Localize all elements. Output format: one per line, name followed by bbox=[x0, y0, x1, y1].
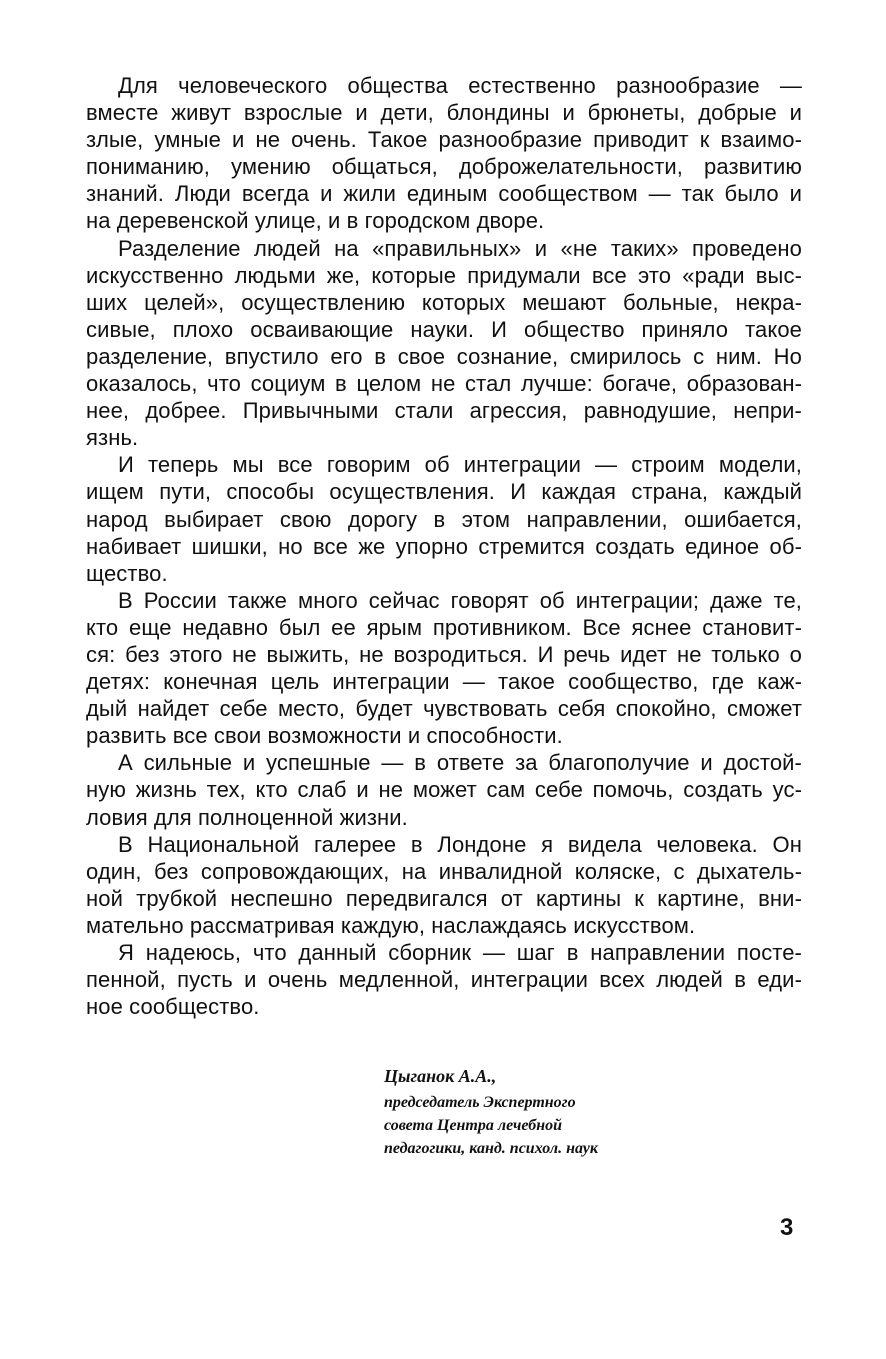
text-line: вместе живут взрослые и дети, блондины и брюнеты, добрые и bbox=[86, 100, 802, 126]
text-line: Разделение людей на «правильных» и «не таких» проведено bbox=[118, 235, 802, 261]
paragraph bbox=[86, 235, 802, 452]
text-line: язнь. bbox=[86, 425, 139, 451]
text-line: ловия для полноценной жизни. bbox=[86, 804, 408, 830]
paragraph bbox=[86, 749, 802, 830]
text-line: разделение, впустило его в свое сознание, смирилось с ним. Но bbox=[86, 343, 802, 369]
text-line: народ выбирает свою дорогу в этом направлении, ошибается, bbox=[86, 506, 802, 532]
text-line: сивые, плохо осваивающие науки. И общество приняло такое bbox=[86, 316, 802, 342]
text-line: ших целей», осуществлению которых мешают больные, некра- bbox=[86, 289, 802, 315]
text-line: А сильные и успешные — в ответе за благополучие и достой- bbox=[118, 750, 802, 776]
text-line: пониманию, умению общаться, доброжелательности, развитию bbox=[86, 154, 802, 180]
text-line: нее, добрее. Привычными стали агрессия, равнодушие, непри- bbox=[86, 398, 802, 424]
text-line: искусственно людьми же, которые придумали все это «ради выс- bbox=[86, 262, 802, 288]
text-line: мательно рассматривая каждую, наслаждаясь искусством. bbox=[86, 912, 696, 938]
text-line: пенной, пусть и очень медленной, интеграции всех людей в еди- bbox=[86, 967, 802, 993]
text-line: И теперь мы все говорим об интеграции — строим модели, bbox=[118, 452, 802, 478]
text-line: щество. bbox=[86, 560, 168, 586]
text-line: кто еще недавно был ее ярым противником. Все яснее становит- bbox=[86, 614, 802, 640]
text-line: набивает шишки, но все же упорно стремится создать единое об- bbox=[86, 533, 802, 559]
text-line: В России также много сейчас говорят об интеграции; даже те, bbox=[118, 587, 802, 613]
text-line: Я надеюсь, что данный сборник — шаг в направлении посте- bbox=[118, 940, 802, 965]
author-title-line: педагогики, канд. психол. наук bbox=[384, 1140, 598, 1157]
author-name: Цыганок А.А., bbox=[384, 1066, 497, 1086]
text-line: ной трубкой неспешно передвигался от картины к картине, вни- bbox=[86, 885, 802, 911]
paragraph bbox=[86, 587, 802, 750]
body-text bbox=[86, 72, 802, 1020]
paragraph bbox=[86, 831, 802, 939]
paragraph bbox=[86, 72, 802, 235]
text-line: ное сообщество. bbox=[86, 994, 260, 1020]
text-line: один, без сопровождающих, на инвалидной коляске, с дыхатель- bbox=[86, 858, 802, 884]
author-signature bbox=[384, 1061, 714, 1160]
paragraph bbox=[86, 451, 802, 586]
text-line: детях: конечная цель интеграции — такое сообщество, где каж- bbox=[86, 669, 802, 695]
text-line: ся: без этого не выжить, не возродиться. И речь идет не только о bbox=[86, 641, 802, 667]
text-line: дый найдет себе место, будет чувствовать себя спокойно, сможет bbox=[86, 696, 802, 722]
text-line: развить все свои возможности и способности. bbox=[86, 723, 563, 749]
text-line: ищем пути, способы осуществления. И каждая страна, каждый bbox=[86, 479, 802, 505]
text-line: на деревенской улице, и в городском дворе. bbox=[86, 208, 545, 234]
text-line: оказалось, что социум в целом не стал лучше: богаче, образован- bbox=[86, 371, 802, 397]
page-number: 3 bbox=[780, 1214, 794, 1241]
text-line: В Национальной галерее в Лондоне я видела человека. Он bbox=[118, 831, 802, 857]
paragraph bbox=[86, 939, 802, 1020]
text-line: знаний. Люди всегда и жили единым сообществом — так было и bbox=[86, 181, 802, 207]
text-line: ную жизнь тех, кто слаб и не может сам себе помочь, создать ус- bbox=[86, 777, 802, 803]
text-line: злые, умные и не очень. Такое разнообразие приводит к взаимо- bbox=[86, 127, 802, 153]
text-line: Для человеческого общества естественно разнообразие — bbox=[118, 73, 802, 98]
author-title-line: совета Центра лечебной bbox=[384, 1117, 563, 1134]
author-title-line: председатель Экспертного bbox=[384, 1094, 576, 1111]
